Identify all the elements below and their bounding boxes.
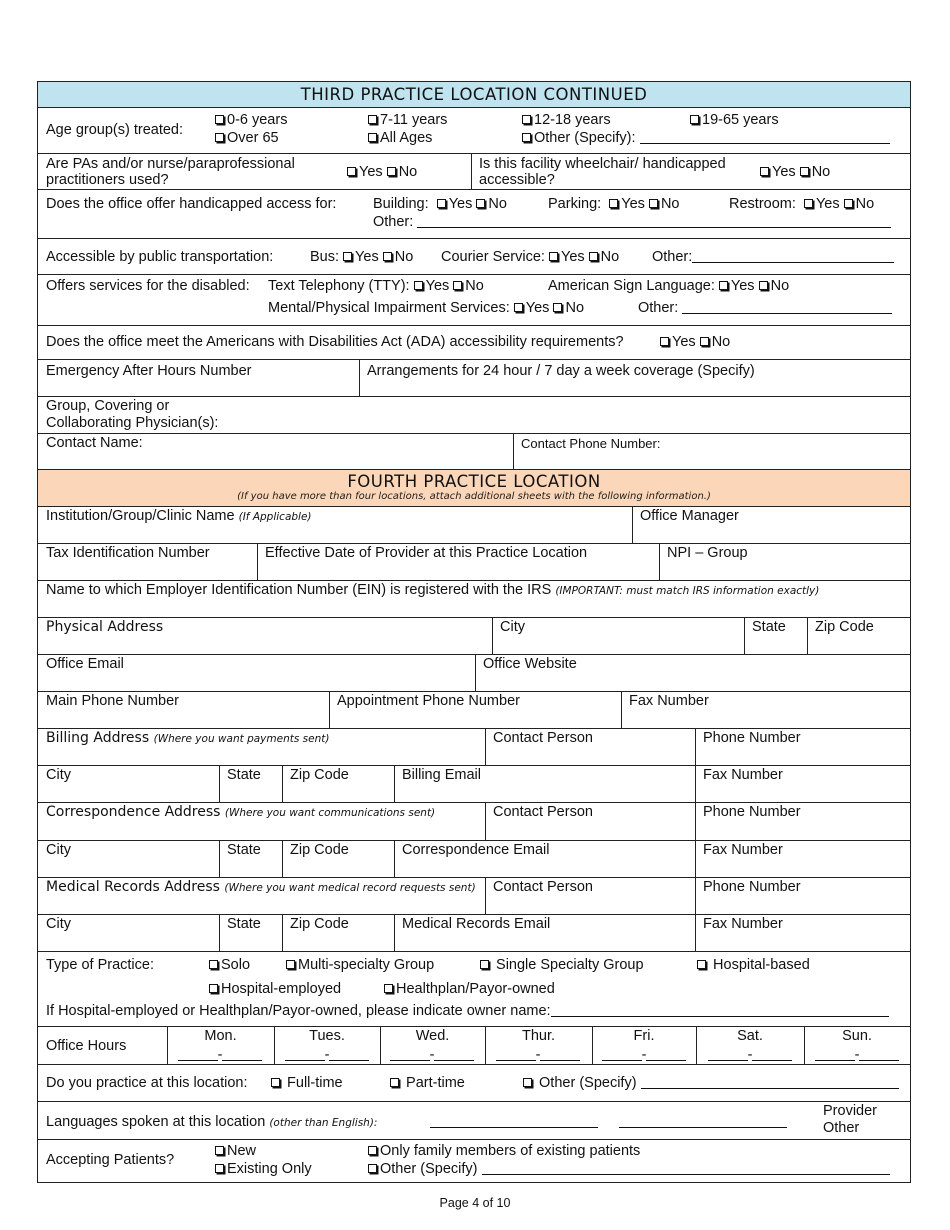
disabled-services-row xyxy=(38,275,910,326)
checkbox[interactable] xyxy=(453,281,462,290)
checkbox[interactable] xyxy=(209,984,218,993)
section-subtitle: (If you have more than four locations, attach additional sheets with the following information.) xyxy=(237,491,711,502)
form-sheet xyxy=(37,81,911,1183)
practice-type-label: Type of Practice: xyxy=(46,957,154,973)
day-label-wed: Wed. xyxy=(415,1028,450,1044)
handicap-other-field[interactable] xyxy=(417,215,891,228)
phone-number-label[interactable]: Phone Number xyxy=(703,730,801,746)
divider xyxy=(695,766,696,802)
language-field-1[interactable] xyxy=(430,1115,598,1128)
checkbox[interactable] xyxy=(384,984,393,993)
tax-id-row xyxy=(38,544,910,581)
divider xyxy=(359,360,360,396)
checkbox[interactable] xyxy=(368,1164,377,1173)
day-label-mon: Mon. xyxy=(204,1028,237,1044)
wheelchair-question: Is this facility wheelchair/ handicapped accessible? xyxy=(479,156,726,188)
age-19-65-option[interactable]: 19-65 years xyxy=(690,112,779,128)
ein-row xyxy=(38,581,910,618)
checkbox[interactable] xyxy=(800,167,809,176)
checkbox[interactable] xyxy=(368,133,377,142)
main-phone-label[interactable]: Main Phone Number xyxy=(46,693,179,709)
physical-address-label[interactable]: Physical Address xyxy=(46,619,164,635)
checkbox[interactable] xyxy=(522,115,531,124)
billing-email-label[interactable]: Billing Email xyxy=(402,767,481,783)
checkbox[interactable] xyxy=(271,1078,280,1087)
accepting-family-option[interactable]: Only family members of existing patients xyxy=(368,1143,640,1159)
transport-label: Accessible by public transportation: xyxy=(46,249,274,265)
day-label-sun: Sun. xyxy=(842,1028,872,1044)
divider xyxy=(695,841,696,877)
zip-label[interactable]: Zip Code xyxy=(290,842,349,858)
contact-row xyxy=(38,434,910,470)
institution-row xyxy=(38,507,910,544)
group-covering-row xyxy=(38,397,910,434)
tty-option[interactable]: Text Telephony (TTY): Yes No xyxy=(268,278,484,294)
checkbox[interactable] xyxy=(549,252,558,261)
checkbox[interactable] xyxy=(553,303,562,312)
ein-label[interactable]: Name to which Employer Identification Number (EIN) is registered with the IRS (IMPORTANT: must match IRS information exactly) xyxy=(46,582,820,598)
divider xyxy=(282,915,283,951)
office-hours-label: Office Hours xyxy=(46,1038,127,1054)
correspondence-city-row xyxy=(38,841,910,878)
handicap-question: Does the office offer handicapped access for: xyxy=(46,196,337,212)
age-groups-label: Age group(s) treated: xyxy=(46,122,184,138)
checkbox[interactable] xyxy=(480,960,489,969)
checkbox[interactable] xyxy=(759,281,768,290)
zip-label[interactable]: Zip Code xyxy=(815,619,874,635)
hours-tue[interactable]: - xyxy=(283,1047,371,1063)
checkbox[interactable] xyxy=(609,199,618,208)
fax-label[interactable]: Fax Number xyxy=(703,916,783,932)
age-other-option[interactable]: Other (Specify): xyxy=(522,130,890,146)
medical-records-city-row xyxy=(38,915,910,952)
correspondence-address-label[interactable]: Correspondence Address (Where you want communications sent) xyxy=(46,804,436,820)
divider xyxy=(807,618,808,654)
handicap-other[interactable]: Other: xyxy=(373,214,891,230)
section-title: THIRD PRACTICE LOCATION CONTINUED xyxy=(300,85,648,104)
checkbox[interactable] xyxy=(390,1078,399,1087)
effective-date-label[interactable]: Effective Date of Provider at this Practice Location xyxy=(265,545,588,561)
divider xyxy=(659,544,660,580)
checkbox[interactable] xyxy=(719,281,728,290)
medical-records-email-label[interactable]: Medical Records Email xyxy=(402,916,551,932)
divider xyxy=(621,692,622,728)
transport-other-field[interactable] xyxy=(692,250,894,263)
divider xyxy=(219,915,220,951)
checkbox[interactable] xyxy=(368,115,377,124)
contact-person-label[interactable]: Contact Person xyxy=(493,879,593,895)
pa-question: Are PAs and/or nurse/paraprofessional practitioners used? xyxy=(46,156,295,188)
state-label[interactable]: State xyxy=(227,767,261,783)
office-manager-label[interactable]: Office Manager xyxy=(640,508,739,524)
group-covering-label[interactable]: Group, Covering or xyxy=(46,398,170,414)
collaborating-physicians-label[interactable]: Collaborating Physician(s): xyxy=(46,415,219,431)
checkbox[interactable] xyxy=(437,199,446,208)
emergency-label[interactable]: Emergency After Hours Number xyxy=(46,363,252,379)
practice-other-option[interactable]: Other (Specify) xyxy=(523,1075,899,1091)
correspondence-email-label[interactable]: Correspondence Email xyxy=(402,842,550,858)
contact-phone-label[interactable]: Contact Phone Number: xyxy=(521,436,661,451)
city-label[interactable]: City xyxy=(46,842,71,858)
age-12-18-option[interactable]: 12-18 years xyxy=(522,112,611,128)
city-label[interactable]: City xyxy=(500,619,525,635)
languages-row xyxy=(38,1102,910,1140)
other-label: Other xyxy=(823,1120,860,1136)
checkbox[interactable] xyxy=(697,960,706,969)
divider xyxy=(485,729,486,765)
age-7-11-option[interactable]: 7-11 years xyxy=(368,112,447,128)
divider xyxy=(744,618,745,654)
impairment-option[interactable]: Mental/Physical Impairment Services: Yes No xyxy=(268,300,585,316)
divider xyxy=(513,434,514,469)
checkbox[interactable] xyxy=(690,115,699,124)
checkbox[interactable] xyxy=(522,133,531,142)
owner-name-field[interactable] xyxy=(551,1004,889,1017)
checkbox[interactable] xyxy=(343,252,352,261)
accepting-patients-row xyxy=(38,1140,910,1182)
checkbox[interactable] xyxy=(804,199,813,208)
language-field-2[interactable] xyxy=(619,1115,787,1128)
coverage-arrangements-label[interactable]: Arrangements for 24 hour / 7 day a week coverage (Specify) xyxy=(367,363,755,379)
checkbox[interactable] xyxy=(215,1146,224,1155)
bus-option[interactable]: Bus: Yes No xyxy=(310,249,414,265)
divider xyxy=(485,803,486,840)
checkbox[interactable] xyxy=(514,303,523,312)
divider xyxy=(394,841,395,877)
type-hospital-based-option[interactable]: Hospital-based xyxy=(697,957,810,973)
accepting-other-field[interactable] xyxy=(482,1162,890,1175)
hours-fri[interactable]: - xyxy=(600,1047,688,1063)
phones-row xyxy=(38,692,910,729)
accepting-patients-label: Accepting Patients? xyxy=(46,1152,175,1168)
divider xyxy=(394,915,395,951)
medical-records-address-label[interactable]: Medical Records Address (Where you want medical record requests sent) xyxy=(46,879,476,895)
age-groups-row xyxy=(38,108,910,154)
pa-yes-no[interactable]: Yes No xyxy=(347,164,417,180)
checkbox[interactable] xyxy=(383,252,392,261)
checkbox[interactable] xyxy=(700,337,709,346)
office-email-label[interactable]: Office Email xyxy=(46,656,124,672)
accepting-other-option[interactable]: Other (Specify) xyxy=(368,1161,890,1177)
medical-records-address-row xyxy=(38,878,910,915)
divider xyxy=(695,878,696,914)
ada-yes-no[interactable]: Yes No xyxy=(660,334,730,350)
phone-number-label[interactable]: Phone Number xyxy=(703,804,801,820)
contact-person-label[interactable]: Contact Person xyxy=(493,804,593,820)
divider xyxy=(475,655,476,691)
office-website-label[interactable]: Office Website xyxy=(483,656,577,672)
day-label-tue: Tues. xyxy=(309,1028,345,1044)
accepting-new-option[interactable]: New xyxy=(215,1143,256,1159)
correspondence-address-row xyxy=(38,803,910,841)
zip-label[interactable]: Zip Code xyxy=(290,767,349,783)
wheelchair-yes-no[interactable]: Yes No xyxy=(760,164,830,180)
divider xyxy=(329,692,330,728)
practice-other-field[interactable] xyxy=(641,1076,899,1089)
office-email-row xyxy=(38,655,910,692)
checkbox[interactable] xyxy=(589,252,598,261)
disabled-other-field[interactable] xyxy=(682,301,892,314)
disabled-other[interactable]: Other: xyxy=(638,300,892,316)
ada-row xyxy=(38,326,910,360)
type-multi-specialty-option[interactable]: Multi-specialty Group xyxy=(286,957,434,973)
provider-label: Provider xyxy=(823,1103,877,1119)
checkbox[interactable] xyxy=(215,133,224,142)
divider xyxy=(632,507,633,543)
city-label[interactable]: City xyxy=(46,767,71,783)
checkbox[interactable] xyxy=(387,167,396,176)
npi-group-label[interactable]: NPI – Group xyxy=(667,545,748,561)
section-header-third xyxy=(38,82,910,108)
transport-other[interactable]: Other: xyxy=(652,249,894,265)
hours-wed[interactable]: - xyxy=(388,1047,476,1063)
building-option[interactable]: Building: Yes No xyxy=(373,196,507,212)
fax-label[interactable]: Fax Number xyxy=(703,842,783,858)
hours-thu[interactable]: - xyxy=(494,1047,582,1063)
practice-question: Do you practice at this location: xyxy=(46,1075,248,1091)
part-time-option[interactable]: Part-time xyxy=(390,1075,465,1091)
parking-option[interactable]: Parking: Yes No xyxy=(548,196,680,212)
appointment-phone-label[interactable]: Appointment Phone Number xyxy=(337,693,520,709)
divider xyxy=(695,915,696,951)
physical-address-row xyxy=(38,618,910,655)
day-label-thu: Thur. xyxy=(521,1028,556,1044)
contact-name-label[interactable]: Contact Name: xyxy=(46,435,143,451)
checkbox[interactable] xyxy=(215,1164,224,1173)
divider xyxy=(394,766,395,802)
checkbox[interactable] xyxy=(660,337,669,346)
checkbox[interactable] xyxy=(476,199,485,208)
languages-label: Languages spoken at this location (other than English): xyxy=(46,1114,378,1130)
institution-label[interactable]: Institution/Group/Clinic Name (If Applicable) xyxy=(46,508,312,524)
type-healthplan-owned-option[interactable]: Healthplan/Payor-owned xyxy=(384,981,555,997)
checkbox[interactable] xyxy=(215,115,224,124)
day-label-fri: Fri. xyxy=(633,1028,655,1044)
section-title: FOURTH PRACTICE LOCATION xyxy=(347,472,601,491)
owner-name[interactable]: If Hospital-employed or Healthplan/Payor-owned, please indicate owner name: xyxy=(46,1003,889,1019)
checkbox[interactable] xyxy=(209,960,218,969)
handicap-access-row xyxy=(38,190,910,239)
billing-city-row xyxy=(38,766,910,803)
emergency-row xyxy=(38,360,910,397)
type-hospital-employed-option[interactable]: Hospital-employed xyxy=(209,981,341,997)
hours-mon[interactable]: - xyxy=(176,1047,264,1063)
zip-label[interactable]: Zip Code xyxy=(290,916,349,932)
divider xyxy=(471,154,472,189)
divider xyxy=(257,544,258,580)
divider xyxy=(282,841,283,877)
state-label[interactable]: State xyxy=(752,619,786,635)
divider xyxy=(695,729,696,765)
full-time-option[interactable]: Full-time xyxy=(271,1075,343,1091)
ada-question: Does the office meet the Americans with Disabilities Act (ADA) accessibility requirements? xyxy=(46,334,624,350)
practice-at-location-row xyxy=(38,1065,910,1102)
billing-address-label[interactable]: Billing Address (Where you want payments sent) xyxy=(46,730,330,746)
phone-number-label[interactable]: Phone Number xyxy=(703,879,801,895)
asl-option[interactable]: American Sign Language: Yes No xyxy=(548,278,790,294)
type-solo-option[interactable]: Solo xyxy=(209,957,250,973)
checkbox[interactable] xyxy=(523,1078,532,1087)
transport-row xyxy=(38,239,910,275)
divider xyxy=(485,878,486,914)
checkbox[interactable] xyxy=(368,1146,377,1155)
day-label-sat: Sat. xyxy=(737,1028,763,1044)
state-label[interactable]: State xyxy=(227,842,261,858)
fax-label[interactable]: Fax Number xyxy=(629,693,709,709)
divider xyxy=(695,803,696,840)
billing-address-row xyxy=(38,729,910,766)
checkbox[interactable] xyxy=(347,167,356,176)
state-label[interactable]: State xyxy=(227,916,261,932)
practice-type-row xyxy=(38,952,910,1027)
restroom-option[interactable]: Restroom: Yes No xyxy=(729,196,875,212)
city-label[interactable]: City xyxy=(46,916,71,932)
divider xyxy=(492,618,493,654)
age-other-field[interactable] xyxy=(640,131,890,144)
page-number: Page 4 of 10 xyxy=(439,1196,511,1210)
age-over-65-option[interactable]: Over 65 xyxy=(215,130,279,146)
accepting-existing-option[interactable]: Existing Only xyxy=(215,1161,312,1177)
pa-wheelchair-row xyxy=(38,154,910,190)
tax-id-label[interactable]: Tax Identification Number xyxy=(46,545,210,561)
courier-option[interactable]: Courier Service: Yes No xyxy=(441,249,620,265)
contact-person-label[interactable]: Contact Person xyxy=(493,730,593,746)
age-all-ages-option[interactable]: All Ages xyxy=(368,130,432,146)
section-header-fourth xyxy=(38,470,910,507)
checkbox[interactable] xyxy=(286,960,295,969)
checkbox[interactable] xyxy=(760,167,769,176)
type-single-specialty-option[interactable]: Single Specialty Group xyxy=(480,957,644,973)
divider xyxy=(282,766,283,802)
hours-sun[interactable]: - xyxy=(813,1047,901,1063)
checkbox[interactable] xyxy=(844,199,853,208)
fax-label[interactable]: Fax Number xyxy=(703,767,783,783)
divider xyxy=(219,841,220,877)
checkbox[interactable] xyxy=(414,281,423,290)
disabled-label: Offers services for the disabled: xyxy=(46,278,250,294)
checkbox[interactable] xyxy=(649,199,658,208)
age-0-6-option[interactable]: 0-6 years xyxy=(215,112,287,128)
hours-sat[interactable]: - xyxy=(706,1047,794,1063)
office-hours-row xyxy=(38,1027,910,1065)
divider xyxy=(219,766,220,802)
